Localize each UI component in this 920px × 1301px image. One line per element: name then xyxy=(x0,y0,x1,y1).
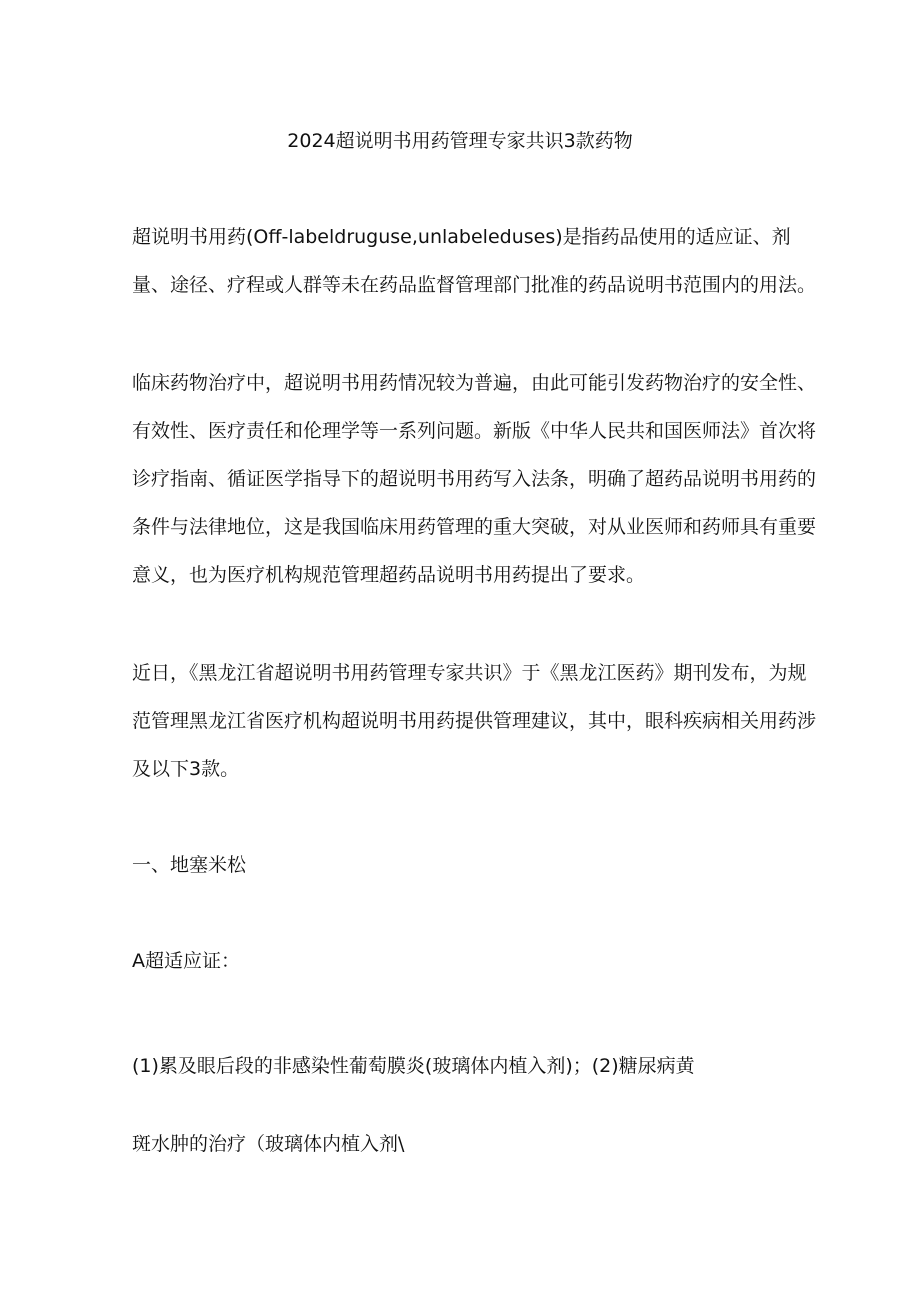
paragraph-2-line-4: 条件与法律地位，这是我国临床用药管理的重大突破，对从业医师和药师具有重要 xyxy=(132,516,817,538)
paragraph-3-line-1: 近日，《黑龙江省超说明书用药管理专家共识》于《黑龙江医药》期刊发布，为规 xyxy=(132,662,807,684)
paragraph-1-line-2: 量、途径、疗程或人群等未在药品监督管理部门批准的药品说明书范围内的用法。 xyxy=(132,274,817,296)
paragraph-2-line-1: 临床药物治疗中，超说明书用药情况较为普遍，由此可能引发药物治疗的安全性、 xyxy=(132,372,817,394)
paragraph-2-line-3: 诊疗指南、循证医学指导下的超说明书用药写入法条，明确了超药品说明书用药的 xyxy=(132,468,817,490)
indication-item-line-2: 斑水肿的治疗（玻璃体内植入剂\ xyxy=(132,1133,405,1155)
paragraph-1-line-1: 超说明书用药(Off-labeldruguse,unlabeleduses)是指药品使用的适应证、剂 xyxy=(132,226,791,248)
subsection-heading: A超适应证： xyxy=(132,950,240,972)
paragraph-2-line-2: 有效性、医疗责任和伦理学等一系列问题。新版《中华人民共和国医师法》首次将 xyxy=(132,420,817,442)
document-title: 2024超说明书用药管理专家共识3款药物 xyxy=(287,130,633,152)
section-heading: 一、地塞米松 xyxy=(132,854,247,876)
paragraph-2-line-5: 意义，也为医疗机构规范管理超药品说明书用药提出了要求。 xyxy=(132,564,646,586)
paragraph-3-line-2: 范管理黑龙江省医疗机构超说明书用药提供管理建议，其中，眼科疾病相关用药涉 xyxy=(132,710,817,732)
paragraph-3-line-3: 及以下3款。 xyxy=(132,758,240,780)
indication-item-line-1: (1)累及眼后段的非感染性葡萄膜炎(玻璃体内植入剂)；(2)糖尿病黄 xyxy=(132,1055,695,1077)
